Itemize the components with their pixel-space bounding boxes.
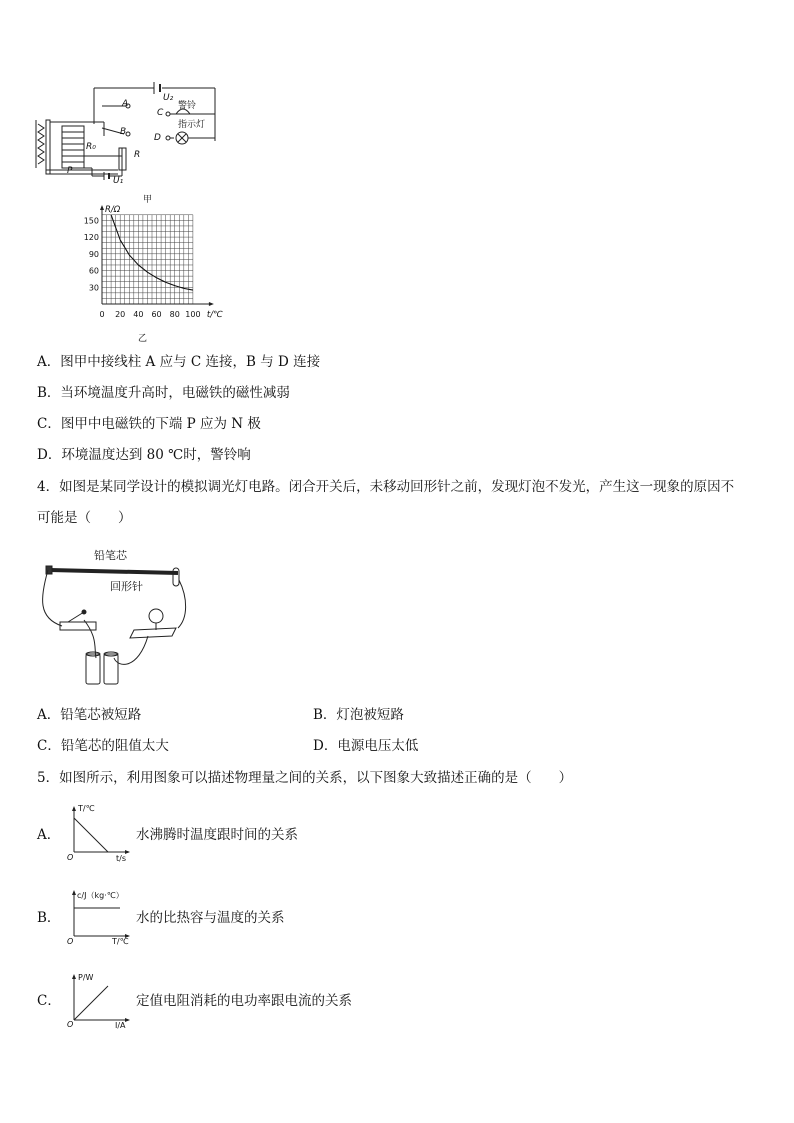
chart-x-axis-label: t/℃ <box>206 310 223 320</box>
q5-b-y-axis: c/J（kg·℃） <box>77 891 124 900</box>
option-text: 当环境温度升高时，电磁铁的磁性减弱 <box>60 385 290 401</box>
q5-b-origin: O <box>67 937 74 946</box>
q5-c-x-axis: I/A <box>115 1021 126 1030</box>
option-text: 图甲中电磁铁的下端 P 应为 N 极 <box>60 416 261 432</box>
chart-x-tick-label: 40 <box>133 310 144 319</box>
chart-y-tick-label: 60 <box>88 266 99 276</box>
label-lamp: 指示灯 <box>178 120 206 130</box>
q5-a-x-axis: t/s <box>116 854 126 863</box>
label-b: B <box>120 127 127 137</box>
label-u2: U₂ <box>163 93 174 103</box>
option-text: 铅笔芯被短路 <box>60 707 142 723</box>
q5-c-origin: O <box>67 1020 74 1029</box>
option-letter: B． <box>37 385 61 401</box>
q5-option-c-letter[interactable]: C． <box>37 993 61 1009</box>
chart-y-axis-label: R/Ω <box>105 205 121 215</box>
figure-yi-chart <box>80 202 230 324</box>
option-text: 电源电压太低 <box>337 738 419 754</box>
chart-y-tick-label: 90 <box>88 249 99 259</box>
label-pencil: 铅笔芯 <box>94 549 127 562</box>
q4-option-b[interactable] <box>313 706 404 724</box>
figure-jia-circuit <box>32 76 232 206</box>
chart-x-arrow <box>209 302 214 306</box>
q3-option-a[interactable] <box>37 353 320 371</box>
q5-option-c-text: 定值电阻消耗的电功率跟电流的关系 <box>136 993 352 1009</box>
label-r0: R₀ <box>86 142 96 152</box>
q5-a-origin: O <box>67 853 74 862</box>
q3-option-d[interactable] <box>37 446 251 464</box>
chart-x-tick-label: 0 <box>99 310 105 319</box>
chart-x-tick-label: 80 <box>169 310 180 319</box>
option-text: 图甲中接线柱 A 应与 C 连接，B 与 D 连接 <box>60 354 321 370</box>
option-letter: B． <box>313 707 337 723</box>
label-clip: 回形针 <box>110 580 143 593</box>
label-a: A <box>122 99 129 109</box>
q4-stem-line2: 可能是（ ） <box>37 510 132 526</box>
figure-jia-caption: 甲 <box>143 195 153 205</box>
q5-option-b-letter[interactable]: B． <box>37 910 61 926</box>
q5-option-b-text: 水的比热容与温度的关系 <box>136 910 285 926</box>
q3-option-b[interactable] <box>37 384 290 402</box>
q4-option-d[interactable] <box>313 737 418 755</box>
figure-yi-caption: 乙 <box>138 334 148 344</box>
label-r: R <box>134 150 141 160</box>
q4-option-a[interactable] <box>37 706 141 724</box>
q4-option-c[interactable] <box>37 737 169 755</box>
chart-x-tick-label: 100 <box>185 310 201 319</box>
q5-c-y-axis: P/W <box>78 973 94 982</box>
option-text: 环境温度达到 80 ℃时，警铃响 <box>61 447 251 463</box>
chart-y-arrow <box>100 205 104 210</box>
label-d: D <box>154 133 161 143</box>
q3-option-c[interactable] <box>37 415 261 433</box>
option-letter: A． <box>37 707 61 723</box>
chart-y-tick-label: 120 <box>83 233 99 243</box>
q4-stem-line1: 4．如图是某同学设计的模拟调光灯电路。闭合开关后，未移动回形针之前，发现灯泡不发光，产生这一现象的原因不 <box>37 479 735 495</box>
option-letter: D． <box>37 447 62 463</box>
label-p: P <box>67 166 73 176</box>
q5-stem: 5．如图所示，利用图象可以描述物理量之间的关系，以下图象大致描述正确的是（ ） <box>37 770 573 786</box>
q5-a-y-axis: T/℃ <box>78 804 95 813</box>
option-letter: A． <box>37 354 61 370</box>
option-letter: D． <box>313 738 338 754</box>
chart-x-tick-label: 60 <box>151 310 162 319</box>
q5-option-a-letter[interactable]: A． <box>37 827 61 843</box>
option-text: 铅笔芯的阻值太大 <box>60 738 169 754</box>
option-letter: C． <box>37 416 61 432</box>
q5-b-x-axis: T/℃ <box>112 937 129 946</box>
option-letter: C． <box>37 738 61 754</box>
label-alarm: 警铃 <box>178 101 197 111</box>
chart-x-tick-label: 20 <box>115 310 126 319</box>
chart-y-tick-label: 150 <box>83 216 99 226</box>
label-c: C <box>157 108 164 118</box>
option-text: 灯泡被短路 <box>336 707 404 723</box>
chart-y-tick-label: 30 <box>88 283 99 293</box>
q5-option-a-text: 水沸腾时温度跟时间的关系 <box>136 827 298 843</box>
label-u1: U₁ <box>113 176 124 186</box>
